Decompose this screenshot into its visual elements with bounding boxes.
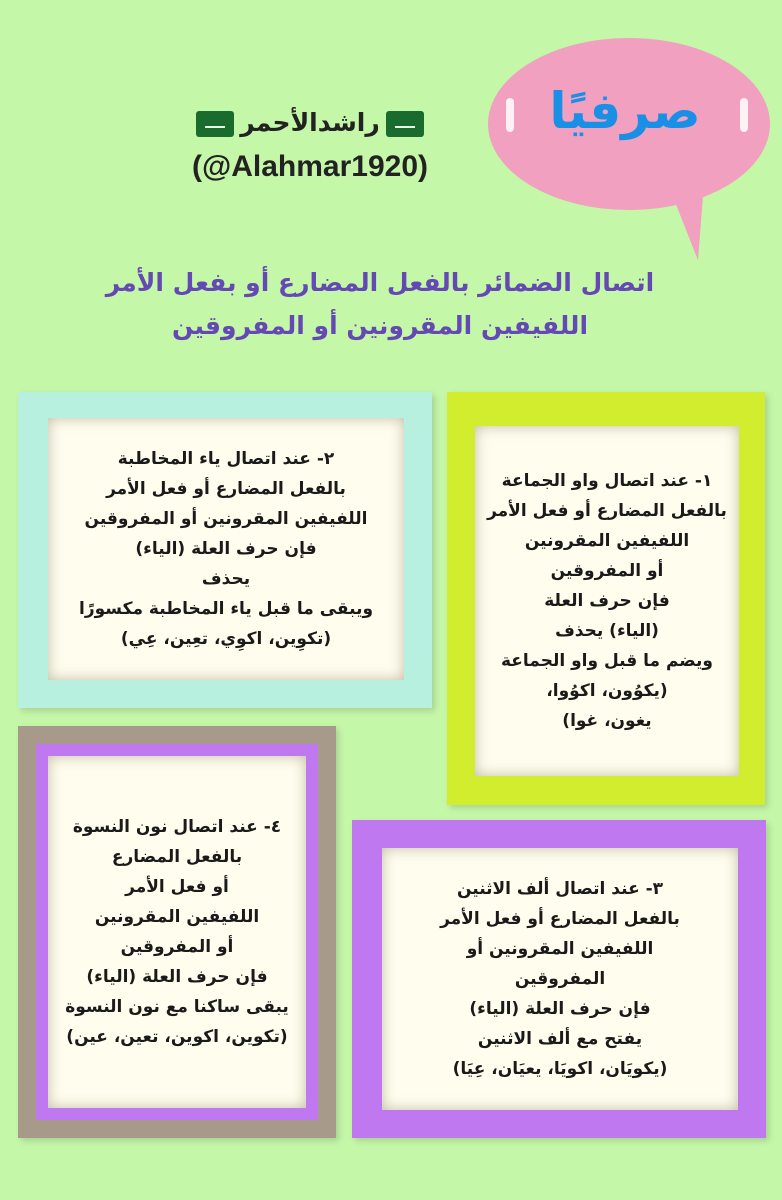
card-4: [18, 726, 336, 1138]
card-2-content: [48, 418, 404, 680]
card-1-content: [475, 426, 739, 776]
card-1-line: (يكوُون، اكوُوا،: [546, 681, 668, 701]
card-2-line: بالفعل المضارع أو فعل الأمر: [106, 479, 346, 499]
card-1-line: اللفيفين المقرونين: [524, 531, 690, 551]
bubble-highlight-left: [506, 98, 514, 132]
card-1-text: [487, 466, 727, 736]
author-line: [150, 108, 470, 137]
headline-line-1: اتصال الضمائر بالفعل المضارع أو بفعل الأمر: [105, 268, 655, 297]
card-4-content: [48, 756, 306, 1108]
card-3-line: (يكويَان، اكويَا، يعيَان، عِيَا): [452, 1059, 668, 1079]
headline-line-2: اللفيفين المقرونين أو المفروقين: [171, 310, 589, 340]
card-4-text: [65, 812, 289, 1052]
card-2-line: ٢- عند اتصال ياء المخاطبة: [117, 449, 335, 469]
card-3-line: ٣- عند اتصال ألف الاثنين: [456, 879, 664, 899]
card-4-line: أو فعل الأمر: [125, 877, 229, 897]
card-3-line: بالفعل المضارع أو فعل الأمر: [440, 909, 680, 929]
card-2-line: فإن حرف العلة (الياء): [135, 539, 317, 559]
card-4-line: اللفيفين المقرونين: [94, 907, 260, 927]
card-4-line: يبقى ساكنا مع نون النسوة: [65, 997, 289, 1017]
card-2-line: اللفيفين المقرونين أو المفروقين: [84, 509, 368, 529]
card-2: [18, 392, 432, 708]
card-1-line: بالفعل المضارع أو فعل الأمر: [487, 501, 727, 521]
card-1-line: ١- عند اتصال واو الجماعة: [501, 471, 713, 491]
card-3-line: اللفيفين المقرونين أو: [466, 939, 654, 959]
card-1-line: (الياء) يحذف: [555, 621, 659, 641]
card-4-line: (تكوين، اكوين، تعين، عين): [66, 1027, 288, 1047]
card-4-line: ٤- عند اتصال نون النسوة: [72, 817, 282, 837]
card-1-line: ويضم ما قبل واو الجماعة: [501, 651, 713, 671]
card-4-line: أو المفروقين: [120, 937, 234, 957]
card-1: [447, 392, 765, 805]
card-4-line: بالفعل المضارع: [111, 847, 243, 867]
card-2-line: ويبقى ما قبل ياء المخاطبة مكسورًا: [79, 599, 374, 619]
card-3-line: فإن حرف العلة (الياء): [469, 999, 651, 1019]
card-3-line: المفروقين: [514, 969, 606, 989]
author-handle: (@Alahmar1920): [191, 150, 428, 183]
card-1-line: فإن حرف العلة: [544, 591, 670, 611]
card-1-line: يغون، غوا): [562, 711, 652, 731]
card-2-text: [79, 444, 373, 654]
card-3-text: [440, 874, 680, 1084]
card-1-line: أو المفروقين: [550, 561, 664, 581]
bubble-highlight-right: [740, 98, 748, 132]
card-2-line: يحذف: [201, 569, 251, 589]
card-4-line: فإن حرف العلة (الياء): [86, 967, 268, 987]
page-headline: [60, 262, 700, 347]
card-3-line: يفتح مع ألف الاثنين: [477, 1029, 643, 1049]
saudi-flag-icon: [196, 111, 234, 137]
card-3: [352, 820, 766, 1138]
card-3-content: [382, 848, 738, 1110]
author-name: راشدالأحمر: [240, 108, 380, 137]
bubble-title: صرفيًا: [549, 82, 701, 140]
card-2-line: (تكوِين، اكوِي، تعِين، عِي): [120, 629, 332, 649]
saudi-flag-icon: [386, 111, 424, 137]
